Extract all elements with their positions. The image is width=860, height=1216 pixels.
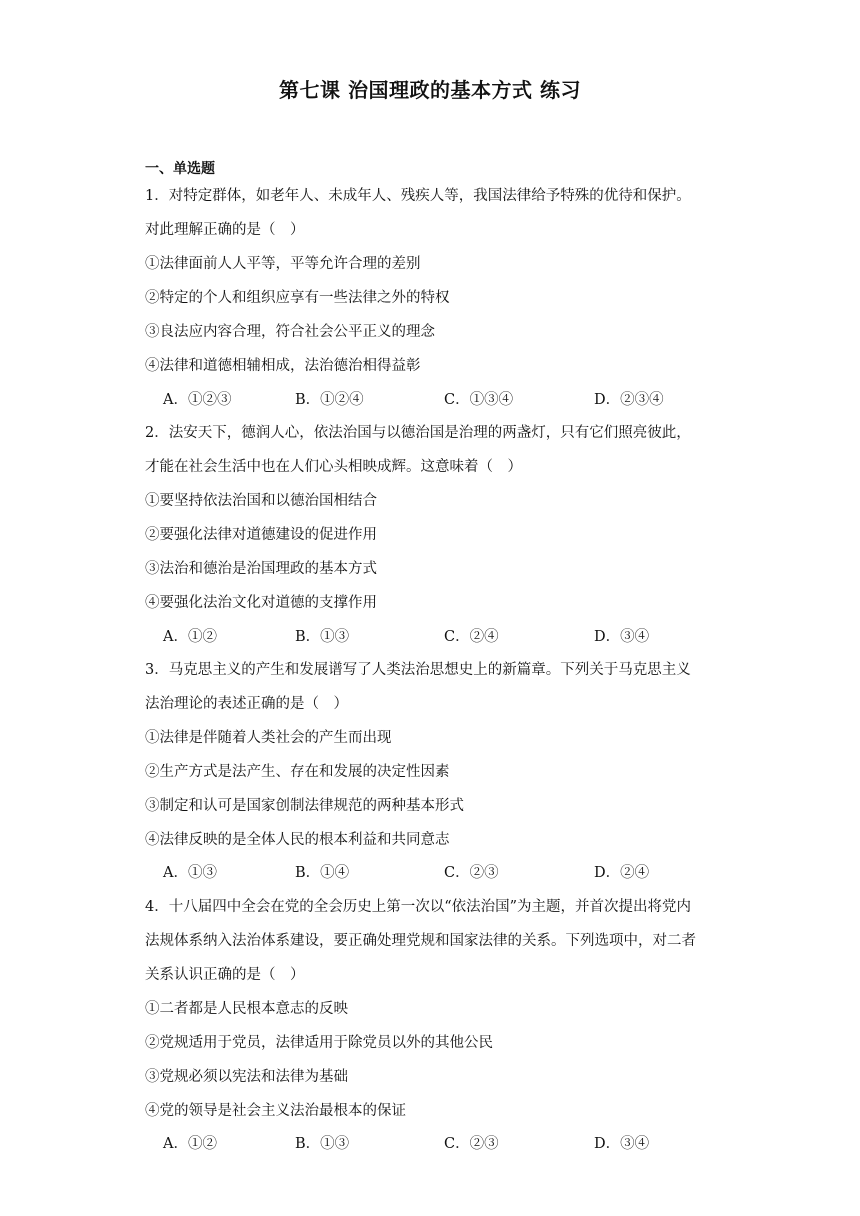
option-d[interactable]: D．③④: [594, 629, 650, 645]
option-b[interactable]: B．①④: [295, 865, 350, 881]
question-1-options: [163, 388, 723, 410]
question-4-item-3: ③党规必须以宪法和法律为基础: [145, 1069, 348, 1085]
option-d[interactable]: D．②④: [594, 865, 650, 881]
question-1-item-3: ③良法应内容合理，符合社会公平正义的理念: [145, 324, 435, 340]
option-a[interactable]: A．①②: [163, 629, 217, 645]
option-b[interactable]: B．①②④: [295, 392, 364, 408]
question-2-options: [163, 625, 723, 647]
question-1-item-4: ④法律和道德相辅相成，法治德治相得益彰: [145, 358, 421, 374]
question-2-item-4: ④要强化法治文化对道德的支撑作用: [145, 595, 377, 611]
question-2-item-1: ①要坚持依法治国和以德治国相结合: [145, 493, 377, 509]
option-d[interactable]: D．③④: [594, 1136, 650, 1152]
option-b[interactable]: B．①③: [295, 1136, 350, 1152]
option-c[interactable]: C．①③④: [444, 392, 514, 408]
option-a[interactable]: A．①②: [163, 1136, 217, 1152]
question-3-item-4: ④法律反映的是全体人民的根本利益和共同意志: [145, 832, 450, 848]
option-a[interactable]: A．①③: [163, 865, 217, 881]
question-1-item-1: ①法律面前人人平等，平等允许合理的差别: [145, 256, 421, 272]
question-2-item-3: ③法治和德治是治国理政的基本方式: [145, 561, 377, 577]
question-2-item-2: ②要强化法律对道德建设的促进作用: [145, 527, 377, 543]
option-d[interactable]: D．②③④: [594, 392, 664, 408]
question-2-stem-line-2: 才能在社会生活中也在人们心头相映成辉。这意味着（ ）: [145, 459, 522, 475]
option-c[interactable]: C．②③: [444, 865, 499, 881]
question-4-item-2: ②党规适用于党员，法律适用于除党员以外的其他公民: [145, 1035, 493, 1051]
question-4-stem-line-1: 4．十八届四中全会在党的全会历史上第一次以“依法治国”为主题，并首次提出将党内: [145, 899, 692, 915]
option-a[interactable]: A．①②③: [163, 392, 232, 408]
section-heading: 一、单选题: [145, 161, 215, 177]
question-1-stem-line-2: 对此理解正确的是（ ）: [145, 222, 305, 238]
option-c[interactable]: C．②④: [444, 629, 499, 645]
question-1-stem-line-1: 1．对特定群体，如老年人、未成年人、残疾人等，我国法律给予特殊的优待和保护。: [145, 188, 691, 204]
question-4-stem-line-2: 法规体系纳入法治体系建设，要正确处理党规和国家法律的关系。下列选项中，对二者: [145, 933, 696, 949]
question-4-item-1: ①二者都是人民根本意志的反映: [145, 1001, 348, 1017]
question-4-stem-line-3: 关系认识正确的是（ ）: [145, 967, 305, 983]
option-c[interactable]: C．②③: [444, 1136, 499, 1152]
question-3-item-1: ①法律是伴随着人类社会的产生而出现: [145, 730, 392, 746]
question-1-item-2: ②特定的个人和组织应享有一些法律之外的特权: [145, 290, 450, 306]
question-3-stem-line-2: 法治理论的表述正确的是（ ）: [145, 696, 348, 712]
question-4-item-4: ④党的领导是社会主义法治最根本的保证: [145, 1103, 406, 1119]
question-3-options: [163, 861, 723, 883]
page-title: 第七课 治国理政的基本方式 练习: [279, 78, 581, 102]
question-2-stem-line-1: 2．法安天下，德润人心，依法治国与以德治国是治理的两盏灯，只有它们照亮彼此，: [145, 425, 691, 441]
option-b[interactable]: B．①③: [295, 629, 350, 645]
question-3-item-2: ②生产方式是法产生、存在和发展的决定性因素: [145, 764, 450, 780]
question-3-stem-line-1: 3．马克思主义的产生和发展谱写了人类法治思想史上的新篇章。下列关于马克思主义: [145, 662, 691, 678]
question-4-options: [163, 1132, 723, 1154]
question-3-item-3: ③制定和认可是国家创制法律规范的两种基本形式: [145, 798, 464, 814]
